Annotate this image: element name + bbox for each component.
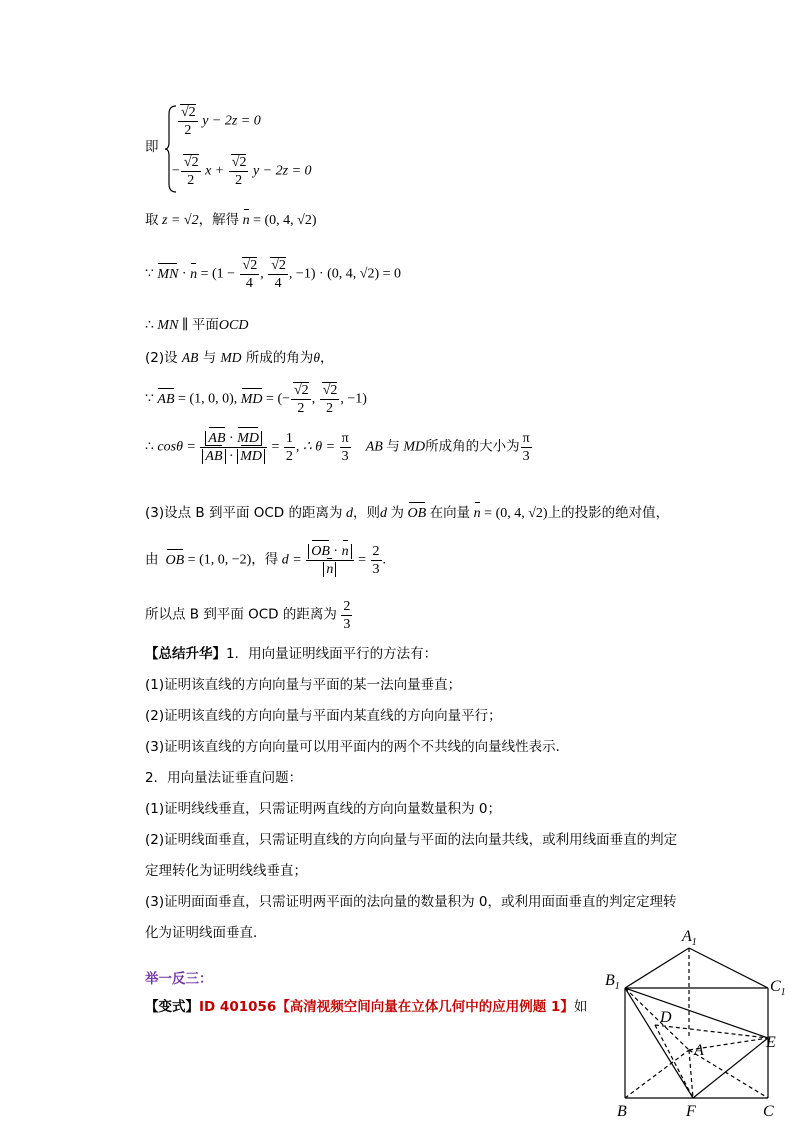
summary-item-j3a: (3)证明面面垂直，只需证明两平面的法向量的数量积为 0，或利用面面垂直的判定定理转 bbox=[145, 894, 677, 910]
summary-item-2: (2)证明该直线的方向向量与平面内某直线的方向向量平行； bbox=[145, 708, 502, 724]
because-ab-md-line: ∵ AB = (1, 0, 0), MD = (− $\frac{√2}{2}$ , $\frac{√2}{2}$ , −1) bbox=[145, 383, 367, 416]
label-c1: $C_1$ bbox=[770, 978, 786, 998]
cos-theta-line: ∴ cosθ = $\frac{AB \cdot MD}{AB \cdot MD}$ = $\frac{1}{2}$ , ∴ θ = $\frac{\pi}{3}$ AB 与 MD所成角的大小为 $\frac{\pi}{3}$ bbox=[145, 431, 530, 464]
summary-item-j2b: 定理转化为证明线线垂直； bbox=[145, 863, 307, 879]
label-d: D bbox=[660, 1009, 672, 1026]
part3-compute-line: 由 OB = (1, 0, −2)，得 d = $\frac{OB \cdot n}{n}$ = $\frac{2}{3}$ . bbox=[145, 544, 386, 577]
part3-line: (3)设点 B 到平面 OCD 的距离为 d，则d 为 OB 在向量 n = (0, 4, √2)上的投影的绝对值， bbox=[145, 505, 670, 521]
therefore-parallel-line: ∴ MN ∥ 平面OCD bbox=[145, 317, 249, 333]
label-a: A bbox=[694, 1042, 704, 1059]
label-a1: $A_1$ bbox=[682, 928, 697, 948]
example-line: 【变式】ID 401056【高清视频空间向量在立体几何中的应用例题 1】如 bbox=[145, 999, 588, 1015]
because-mn-line: ∵ MN · n = (1 − $\frac{√2}{4}$ , $\frac{√2}{4}$ , −1) · (0, 4, √2) = 0 bbox=[145, 258, 402, 291]
system-eq1: $\frac{√2}{2}$ y − 2z = 0 bbox=[177, 104, 261, 139]
part3-conclusion-line: 所以点 B 到平面 OCD 的距离为 $\frac{2}{3}$ bbox=[145, 599, 351, 632]
label-e: E bbox=[766, 1034, 776, 1051]
summary-item-j1: (1)证明线线垂直，只需证明两直线的方向向量数量积为 0； bbox=[145, 801, 502, 817]
summary-item-j3b: 化为证明线面垂直． bbox=[145, 925, 267, 941]
label-b: B bbox=[617, 1103, 627, 1120]
example-heading: 举一反三： bbox=[145, 971, 213, 987]
summary-item-3: (3)证明该直线的方向向量可以用平面内的两个不共线的向量线性表示． bbox=[145, 739, 570, 755]
summary-subtitle: 2．用向量法证垂直问题： bbox=[145, 770, 303, 786]
label-c: C bbox=[763, 1103, 774, 1120]
prism-figure bbox=[600, 925, 794, 1123]
take-z-line: 取 z = √2，解得 n = (0, 4, √2) bbox=[145, 212, 317, 228]
summary-item-1: (1)证明该直线的方向向量与平面的某一法向量垂直； bbox=[145, 677, 462, 693]
summary-item-j2a: (2)证明线面垂直，只需证明直线的方向向量与平面的法向量共线，或利用线面垂直的判定 bbox=[145, 832, 678, 848]
label-f: F bbox=[686, 1103, 696, 1120]
part2-line: (2)设 AB 与 MD 所成的角为θ， bbox=[145, 350, 334, 366]
summary-title-line: 【总结升华】1．用向量证明线面平行的方法有： bbox=[145, 646, 438, 662]
label-b1: $B_1$ bbox=[605, 972, 620, 992]
system-lead: 即 bbox=[145, 139, 159, 155]
system-eq2: − $\frac{√2}{2}$ x + $\frac{√2}{2}$ y − 2z = 0 bbox=[172, 155, 312, 188]
